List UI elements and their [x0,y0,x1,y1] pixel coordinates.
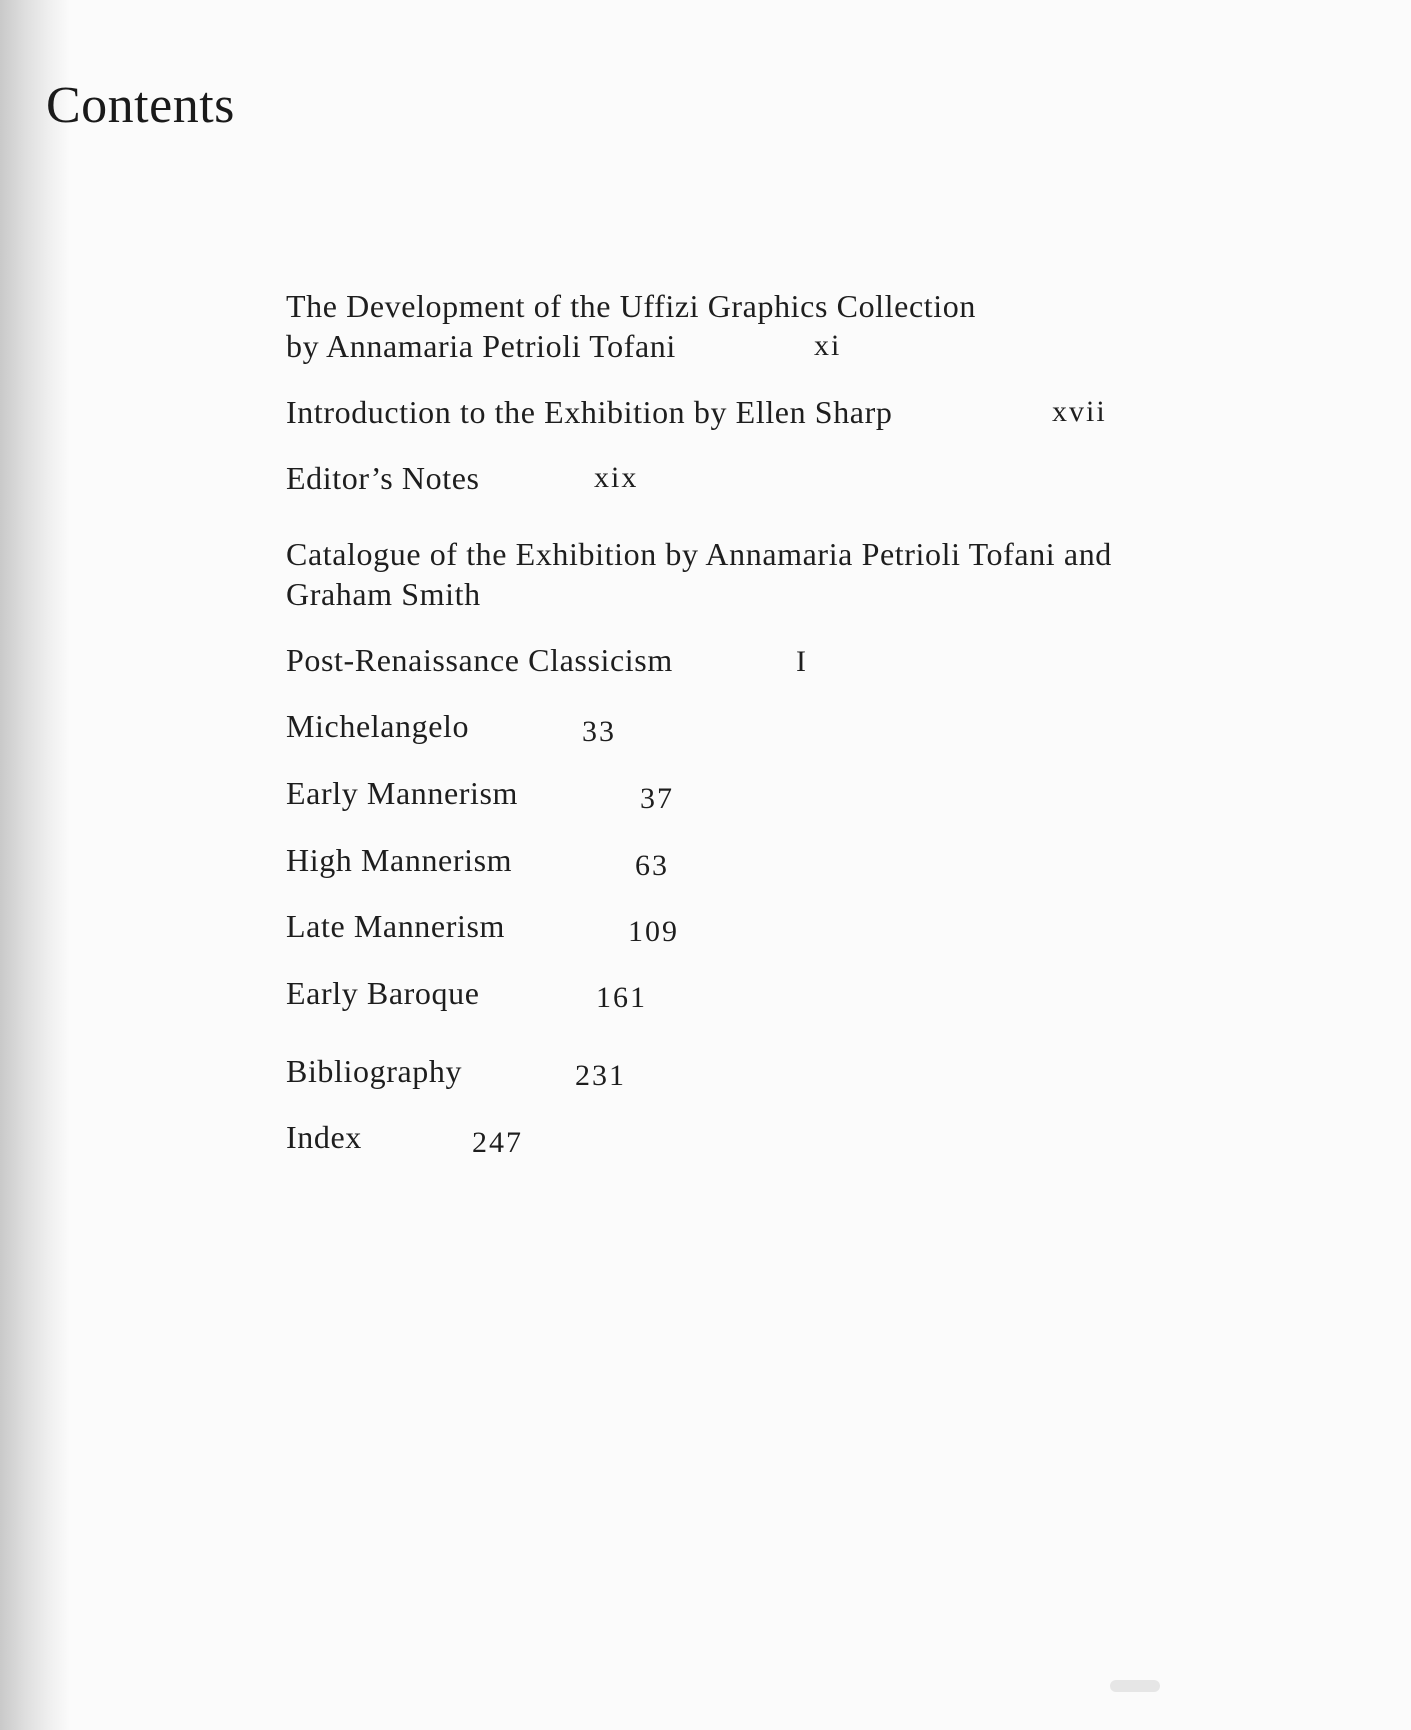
toc-entry-title: Introduction to the Exhibition by Ellen Sharp [286,394,893,430]
toc-entry-late-mannerism[interactable] [286,906,505,946]
page-gutter-shadow [0,0,70,1730]
toc-entry-catalogue[interactable] [286,534,1112,614]
toc-page-number: I [796,645,808,678]
toc-entry-title-line2: Graham Smith [286,576,481,612]
toc-page-number: 231 [575,1059,626,1092]
toc-page-number: 247 [472,1126,523,1159]
toc-entry-editors-notes[interactable] [286,458,480,498]
toc-entry-title: Early Mannerism [286,775,519,811]
toc-entry-bibliography[interactable] [286,1051,462,1091]
toc-page-number: xvii [1052,395,1107,428]
toc-entry-title: Michelangelo [286,708,470,744]
toc-entry-title: Late Mannerism [286,908,505,944]
toc-entry-early-baroque[interactable] [286,973,480,1013]
toc-entry-high-mannerism[interactable] [286,840,512,880]
table-of-contents [286,0,1346,1730]
page-title: Contents [46,77,235,134]
toc-entry-uffizi-development[interactable] [286,286,976,366]
toc-entry-early-mannerism[interactable] [286,773,518,813]
toc-entry-index[interactable] [286,1117,362,1157]
toc-page-number: xi [814,329,842,362]
toc-entry-post-renaissance-classicism[interactable] [286,640,673,680]
toc-entry-title: High Mannerism [286,842,513,878]
toc-entry-title-line1: The Development of the Uffizi Graphics Collection [286,288,976,324]
toc-page-number: 161 [596,981,647,1014]
toc-entry-title-line2: by Annamaria Petrioli Tofani [286,328,676,364]
toc-page-number: 33 [582,715,616,748]
toc-entry-title: Editor’s Notes [286,460,480,496]
toc-entry-title: Index [286,1119,362,1155]
toc-entry-title: Early Baroque [286,975,480,1011]
toc-entry-title: Bibliography [286,1053,463,1089]
toc-entry-title-line1: Catalogue of the Exhibition by Annamaria Petrioli Tofani and [286,536,1112,572]
paper-smudge [1110,1680,1160,1692]
toc-page-number: 63 [635,849,669,882]
toc-page-number: 37 [640,782,674,815]
toc-entry-michelangelo[interactable] [286,706,469,746]
toc-entry-introduction[interactable] [286,392,892,432]
toc-entry-title: Post-Renaissance Classicism [286,642,673,678]
toc-page-number: xix [594,461,639,494]
toc-page-number: 109 [628,915,679,948]
